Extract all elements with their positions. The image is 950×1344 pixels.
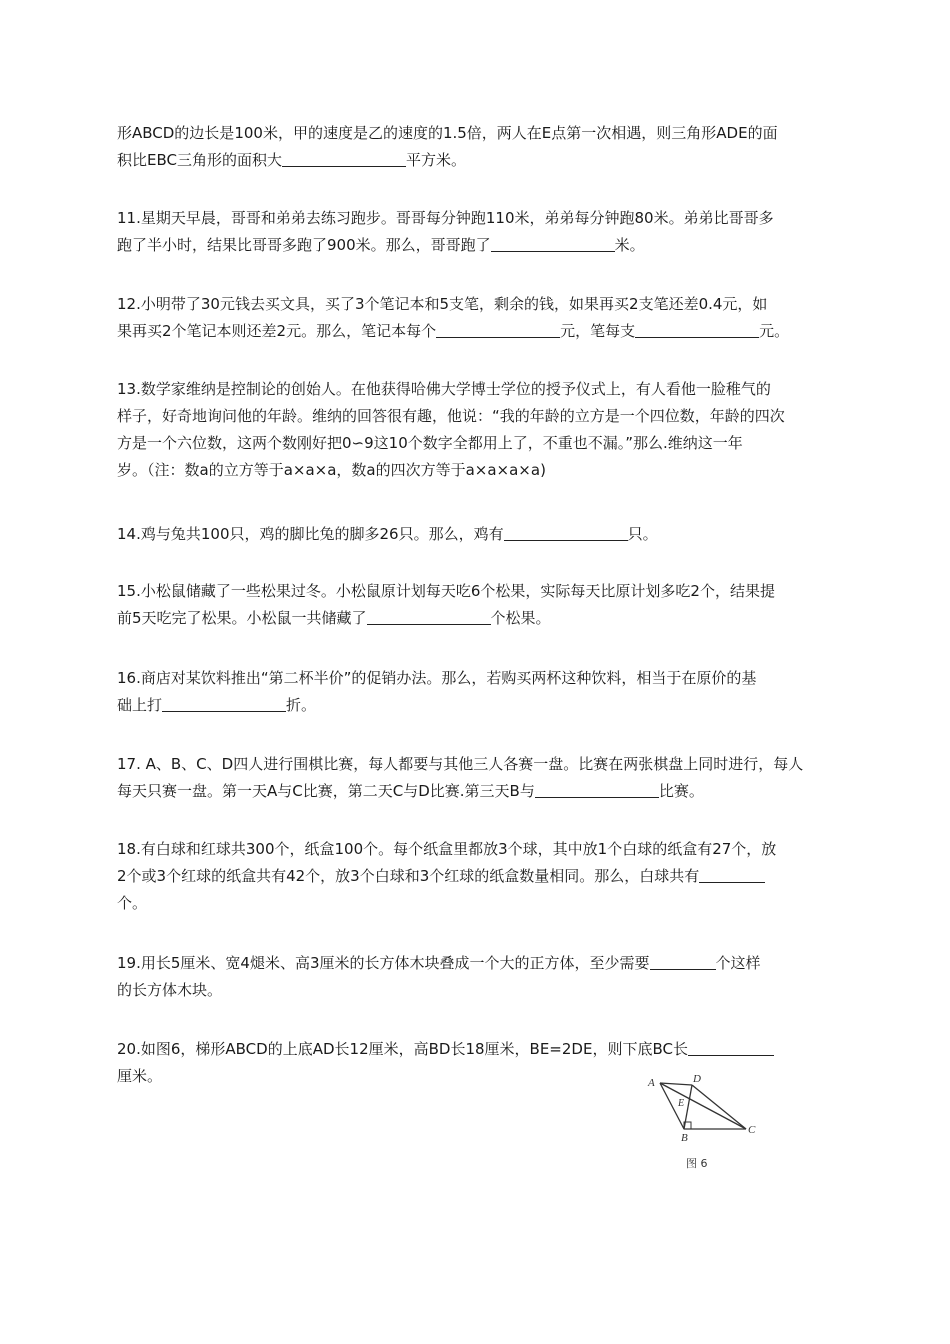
problem-18 (117, 836, 837, 917)
problem-text: 每天只赛一盘。第一天A与C比赛，第二天C与D比赛.第三天B与 (117, 782, 535, 800)
label-c: C (748, 1124, 756, 1136)
segment-ad (660, 1083, 692, 1085)
trapezoid-figure (644, 1072, 774, 1182)
problem-text: 15.小松鼠储藏了一些松果过冬。小松鼠原计划每天吃6个松果，实际每天比原计划多吃2个，结果提 (117, 582, 775, 600)
problem-14 (117, 521, 837, 548)
answer-blank[interactable] (491, 235, 615, 252)
problem-text: 比赛。 (658, 782, 704, 800)
problem-11 (117, 205, 837, 259)
problem-text: 础上打 (117, 696, 163, 714)
problem-19 (117, 950, 837, 1004)
problem-text: 2个或3个红球的纸盒共有42个，放3个白球和3个红球的纸盒数量相同。那么，白球共有 (117, 867, 700, 885)
answer-blank[interactable] (282, 150, 406, 167)
problem-text: 的长方体木块。 (117, 981, 223, 999)
segment-dc (692, 1085, 746, 1129)
problem-text: 岁。（注：数a的立方等于a×a×a，数a的四次方等于a×a×a×a) (117, 461, 546, 479)
problem-text: 折。 (286, 696, 317, 714)
problem-text: 14.鸡与兔共100只，鸡的脚比兔的脚多26只。那么，鸡有 (117, 525, 504, 543)
problem-text: 20.如图6，梯形ABCD的上底AD长12厘米，高BD长18厘米，BE=2DE，则下底BC长 (117, 1040, 688, 1058)
problem-17 (117, 751, 837, 805)
answer-blank[interactable] (504, 524, 628, 541)
problem-text: 米。 (614, 236, 645, 254)
problem-text: 只。 (627, 525, 658, 543)
problem-text: 前5天吃完了松果。小松鼠一共储藏了 (117, 609, 367, 627)
problem-13 (117, 376, 837, 484)
problem-text: 19.用长5厘米、宽4煺米、高3厘米的长方体木块叠成一个大的正方体，至少需要 (117, 954, 650, 972)
problem-text: 17. A、B、C、D四人进行围棋比赛，每人都要与其他三人各赛一盘。比赛在两张棋盘上同时进行，每人 (117, 755, 804, 773)
segment-ac (660, 1083, 746, 1129)
figure-caption: 图 6 (686, 1157, 708, 1170)
problem-text: 形ABCD的边长是100米，甲的速度是乙的速度的1.5倍，两人在E点第一次相遇，则三角形ADE的面 (117, 124, 778, 142)
answer-blank[interactable] (535, 781, 659, 798)
problem-text: 积比EBC三角形的面积大 (117, 151, 282, 169)
problem-16 (117, 665, 837, 719)
problem-text: 元。 (759, 322, 790, 340)
label-e: E (678, 1098, 685, 1109)
problem-10-continuation (117, 120, 837, 174)
problem-15 (117, 578, 837, 632)
answer-blank[interactable] (436, 321, 560, 338)
problem-text: 跑了半小时，结果比哥哥多跑了900米。那么，哥哥跑了 (117, 236, 491, 254)
answer-blank[interactable] (635, 321, 759, 338)
problem-12 (117, 291, 837, 345)
problem-text: 13.数学家维纳是控制论的创始人。在他获得哈佛大学博士学位的授予仪式上，有人看他一脸稚气的 (117, 380, 771, 398)
problem-text: 元，笔每支 (560, 322, 636, 340)
answer-blank[interactable] (688, 1039, 774, 1056)
problem-text: 厘米。 (117, 1067, 163, 1085)
problem-text: 平方米。 (405, 151, 466, 169)
problem-text: 11.星期天早晨，哥哥和弟弟去练习跑步。哥哥每分钟跑110米，弟弟每分钟跑80米。弟弟比哥哥多 (117, 209, 774, 227)
problem-text: 果再买2个笔记本则还差2元。那么，笔记本每个 (117, 322, 437, 340)
label-a: A (648, 1077, 655, 1089)
label-b: B (681, 1132, 688, 1144)
answer-blank[interactable] (162, 695, 286, 712)
answer-blank[interactable] (650, 953, 716, 970)
problem-text: 18.有白球和红球共300个，纸盒100个。每个纸盒里都放3个球，其中放1个白球的纸盒有27个，放 (117, 840, 777, 858)
label-d: D (693, 1073, 701, 1085)
answer-blank[interactable] (699, 866, 765, 883)
problem-text: 方是一个六位数，这两个数刚好把0∽9这10个数字全都用上了，不重也不漏。”那么.维纳这一年 (117, 434, 743, 452)
problem-text: 16.商店对某饮料推出“第二杯半价”的促销办法。那么，若购买两杯这种饮料，相当于在原价的基 (117, 669, 757, 687)
problem-text: 个。 (117, 894, 148, 912)
problem-text: 12.小明带了30元钱去买文具，买了3个笔记本和5支笔，剩余的钱，如果再买2支笔还差0.4元，如 (117, 295, 768, 313)
problem-text: 个松果。 (490, 609, 551, 627)
problem-text: 个这样 (715, 954, 761, 972)
problem-text: 样子，好奇地询问他的年龄。维纳的回答很有趣，他说：“我的年龄的立方是一个四位数，年龄的四次 (117, 407, 785, 425)
answer-blank[interactable] (367, 608, 491, 625)
